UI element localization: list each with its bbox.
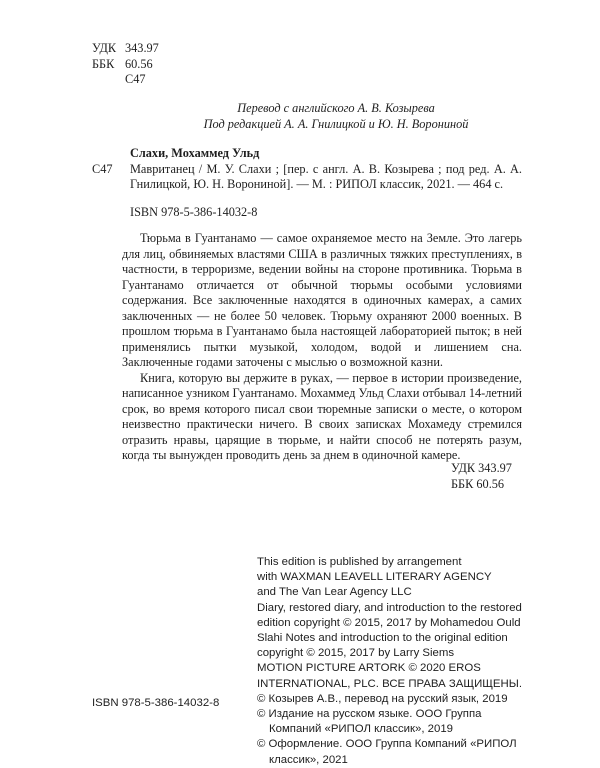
bbk-value: 60.56 — [125, 56, 153, 71]
editors-line: Под редакцией А. А. Гнилицкой и Ю. Н. Ворониной — [203, 117, 469, 131]
rights-line: классик», 2021 — [269, 753, 348, 766]
rights-line: INTERNATIONAL, PLC. ВСЕ ПРАВА ЗАЩИЩЕНЫ. — [257, 677, 523, 690]
rights-line: © Издание на русском языке. ООО Группа — [257, 708, 482, 721]
author-mark-top: С47 — [125, 72, 146, 86]
annotation-paragraph: Книга, которую вы держите в руках, — первое в истории произведение, написанное узником Гуантанамо. Мохаммед Ульд Слахи отбывал 14-летний срок, во время которого писал свои тюремные записки о месте, о котором неизвестно практически ничего. В своих записках Мохамеду стремился отразить нравы, царящие в тюрьме, и найти способ не потерять разум, когда ты вынужден проводить день за днем в одиночной камере. — [122, 370, 522, 462]
bbk-label: ББК — [92, 56, 115, 71]
udk-value: 343.97 — [125, 41, 159, 55]
rights-line: with WAXMAN LEAVELL LITERARY AGENCY — [257, 571, 492, 584]
bbk-row — [92, 57, 159, 73]
udk-bottom: УДК 343.97 — [451, 461, 512, 475]
rights-line: MOTION PICTURE ARTORK © 2020 EROS — [257, 662, 481, 675]
classification-codes-top — [92, 41, 159, 88]
annotation — [122, 231, 522, 464]
rights-line: and The Van Lear Agency LLC — [257, 586, 412, 599]
description-text: Мавританец / М. У. Слахи ; [пер. с англ. А. В. Козырева ; под ред. А. А. Гнилицкой, Ю. Н. Ворониной]. — М. : РИПОЛ классик, 2021. — 464 с. — [130, 161, 522, 191]
copyright-block — [257, 555, 527, 768]
annotation-paragraph: Тюрьма в Гуантанамо — самое охраняемое место на Земле. Это лагерь для лиц, обвиняемых властями США в различных тяжких преступлениях, в частности, в терроризме, ведении войны на стороне противника. Тюрьма в Гуантанамо отличается от обычной тюрьмы особыми условиями содержания. Все заключенные находятся в одиночных камерах, а самих заключенных — не более 50 человек. Тюрьму охраняют 2000 военных. В прошлом тюрьма в Гуантанамо была настоящей лабораторией пыток; в ней применялись пытки музыкой, холодом, водой и лишением сна. Заключенные годами заточены с мыслью о возможной казни. — [122, 231, 522, 369]
translator-line: Перевод с английского А. В. Козырева — [237, 101, 435, 115]
rights-line: Diary, restored diary, and introduction to the restored — [257, 601, 522, 614]
author-heading: Слахи, Мохаммед Ульд — [130, 146, 260, 160]
rights-line: Компаний «РИПОЛ классик», 2019 — [269, 723, 453, 736]
rights-line: This edition is published by arrangement — [257, 556, 462, 568]
isbn-bottom: ISBN 978-5-386-14032-8 — [92, 697, 220, 709]
bbk-bottom: ББК 60.56 — [451, 476, 505, 491]
rights-line: copyright © 2015, 2017 by Larry Siems — [257, 647, 455, 660]
rights-line: Slahi Notes and introduction to the original edition — [257, 632, 508, 645]
author-mark: С47 — [92, 161, 113, 176]
bibliographic-description — [92, 162, 522, 193]
rights-line: © Козырев А.В., перевод на русский язык, 2019 — [257, 692, 508, 705]
udk-label: УДК — [92, 41, 117, 55]
classification-codes-bottom — [451, 461, 512, 492]
rights-line: © Оформление. ООО Группа Компаний «РИПОЛ — [257, 738, 517, 751]
udk-row — [92, 41, 159, 57]
catalog-entry — [92, 146, 522, 220]
isbn-catalog: ISBN 978-5-386-14032-8 — [130, 204, 258, 219]
rights-line: edition copyright © 2015, 2017 by Mohamedou Ould — [257, 616, 521, 629]
translators-block — [150, 100, 522, 132]
